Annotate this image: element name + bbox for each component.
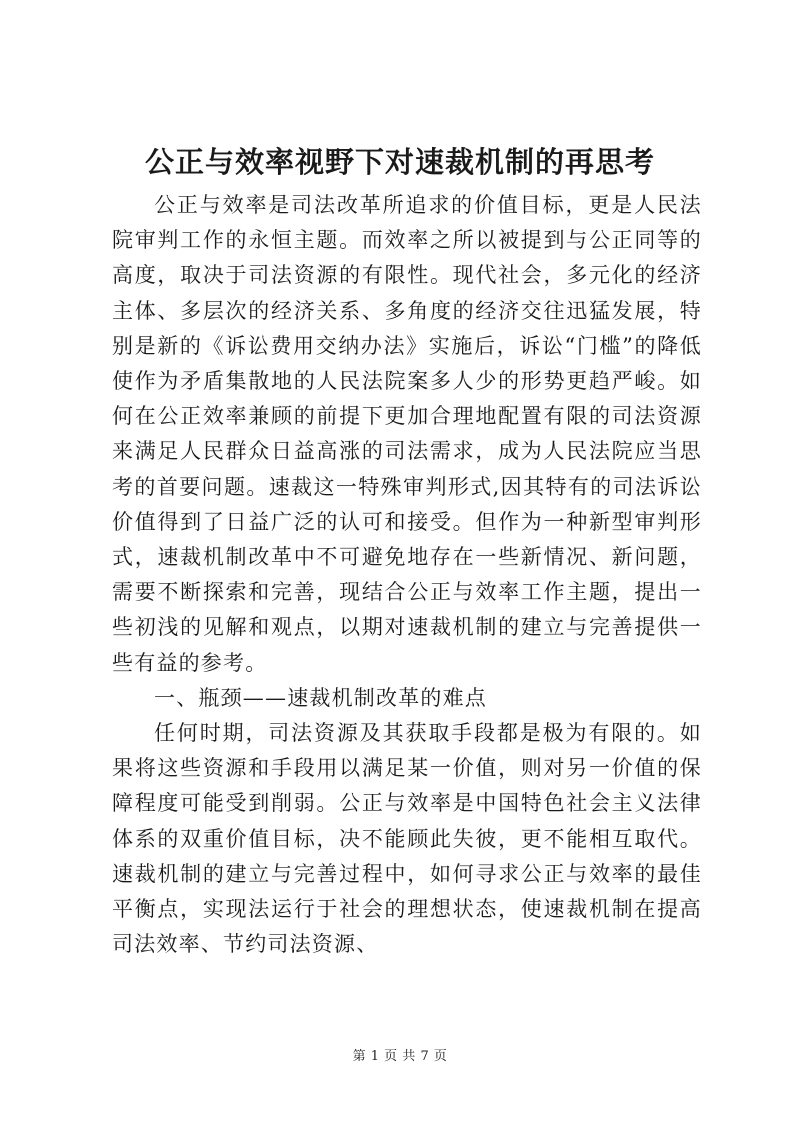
document-body [112, 188, 702, 962]
section-paragraph: 任何时期，司法资源及其获取手段都是极为有限的。如果将这些资源和手段用以满足某一价值，则对另一价值的保障程度可能受到削弱。公正与效率是中国特色社会主义法律体系的双重价值目标，决不能顾此失彼，更不能相互取代。速裁机制的建立与完善过程中，如何寻求公正与效率的最佳平衡点，实现法运行于社会的理想状态，使速裁机制在提高司法效率、节约司法资源、 [112, 721, 702, 957]
document-title: 公正与效率视野下对速裁机制的再思考 [144, 145, 655, 179]
intro-paragraph: 公正与效率是司法改革所追求的价值目标，更是人民法院审判工作的永恒主题。而效率之所以被提到与公正同等的高度，取决于司法资源的有限性。现代社会，多元化的经济主体、多层次的经济关系、多角度的经济交往迅猛发展，特别是新的《诉讼费用交纳办法》实施后，诉讼“门槛”的降低使作为矛盾集散地的人民法院案多人少的形势更趋严峻。如何在公正效率兼顾的前提下更加合理地配置有限的司法资源来满足人民群众日益高涨的司法需求，成为人民法院应当思考的首要问题。速裁这一特殊审判形式,因其特有的司法诉讼价值得到了日益广泛的认可和接受。但作为一种新型审判形式，速裁机制改革中不可避免地存在一些新情况、新问题，需要不断探索和完善，现结合公正与效率工作主题，提出一些初浅的见解和观点，以期对速裁机制的建立与完善提供一些有益的参考。 [112, 193, 702, 675]
section-heading: 一、瓶颈——速裁机制改革的难点 [154, 685, 487, 710]
page-footer: 第 1 页 共 7 页 [352, 1049, 448, 1064]
